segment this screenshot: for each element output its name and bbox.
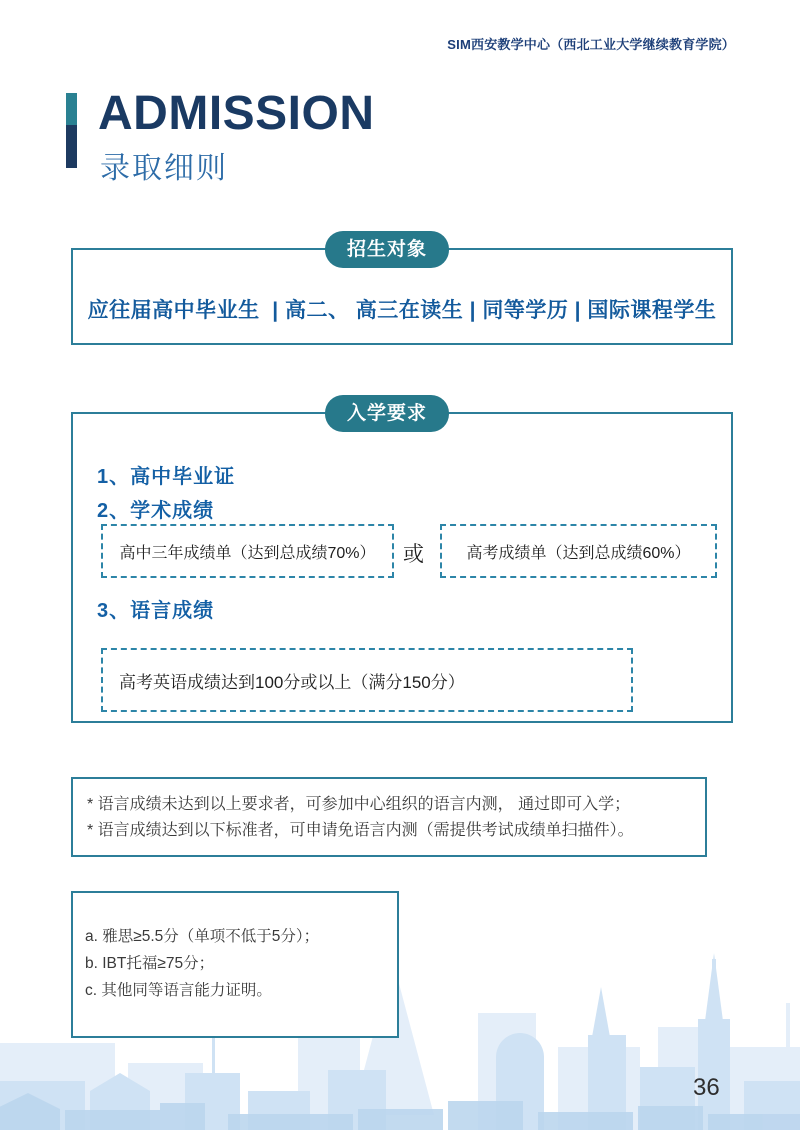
academic-option-transcript: 高中三年成绩单（达到总成绩70%） (101, 524, 394, 578)
standard-toefl: b. IBT托福≥75分； (85, 955, 215, 972)
language-notes-box (71, 777, 707, 857)
language-standards-box (71, 891, 399, 1038)
target-audience-text: 应往届高中毕业生 | 高二、 高三在读生 | 同等学历 | 国际课程学生 (87, 299, 717, 322)
standard-other: c. 其他同等语言能力证明。 (85, 982, 272, 999)
page-title: ADMISSION (98, 87, 375, 140)
note-line-1: * 语言成绩未达到以上要求者，可参加中心组织的语言内测， 通过即可入学； (87, 796, 631, 813)
admission-target-section (71, 239, 733, 345)
page-subtitle: 录取细则 (100, 152, 228, 185)
language-requirement-detail: 高考英语成绩达到100分或以上（满分150分） (101, 648, 633, 712)
academic-option-gaokao: 高考成绩单（达到总成绩60%） (440, 524, 717, 578)
title-accent-bar (66, 93, 77, 168)
or-label: 或 (403, 543, 424, 566)
requirement-item-academic: 2、学术成绩 (97, 500, 215, 522)
standard-ielts: a. 雅思≥5.5分（单项不低于5分）； (85, 928, 320, 945)
note-line-2: * 语言成绩达到以下标准者，可申请免语言内测（需提供考试成绩单扫描件）。 (87, 822, 634, 839)
admission-requirements-section (71, 403, 733, 723)
requirement-item-diploma: 1、高中毕业证 (97, 466, 236, 488)
requirements-section-tab: 入学要求 (325, 395, 449, 432)
target-section-tab: 招生对象 (325, 231, 449, 268)
institution-header: SIM西安教学中心（西北工业大学继续教育学院） (447, 37, 735, 52)
page-number: 36 (693, 1074, 720, 1101)
requirement-item-language: 3、语言成绩 (97, 600, 215, 622)
